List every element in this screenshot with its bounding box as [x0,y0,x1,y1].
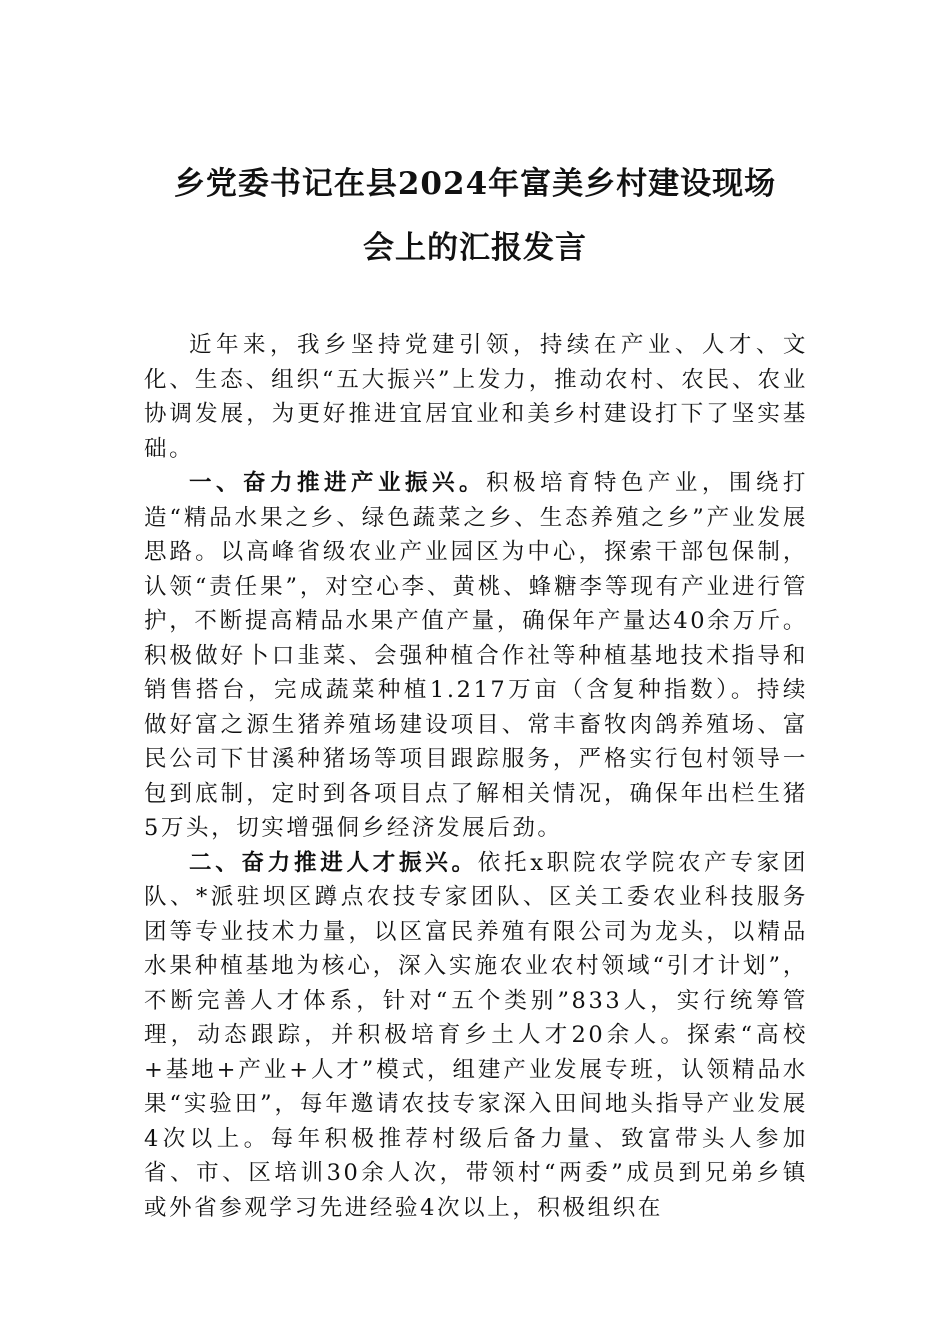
section-2-paragraph [144,846,808,1226]
intro-paragraph: 近年来，我乡坚持党建引领，持续在产业、人才、文化、生态、组织“五大振兴”上发力，推动农村、农民、农业协调发展，为更好推进宜居宜业和美乡村建设打下了坚实基础。 [144,332,808,462]
title-line-1: 乡党委书记在县2024年富美乡村建设现场 [173,166,777,202]
section-2-text: 依托x职院农学院农产专家团队、*派驻坝区蹲点农技专家团队、区关工委农业科技服务团等专业技术力量，以区富民养殖有限公司为龙头，以精品水果种植基地为核心，深入实施农业农村领域“引才计划”，不断完善人才体系，针对“五个类别”833人，实行统筹管理，动态跟踪，并积极培育乡土人才20余人。探索“高校+基地+产业+人才”模式，组建产业发展专班，认领精品水果“实验田”，每年邀请农技专家深入田间地头指导产业发展4次以上。每年积极推荐村级后备力量、致富带头人参加省、市、区培训30余人次，带领村“两委”成员到兄弟乡镇或外省参观学习先进经验4次以上，积极组织在 [144,849,808,1221]
section-2-heading: 二、奋力推进人才振兴。 [189,849,478,876]
section-1-heading: 一、奋力推进产业振兴。 [189,470,486,496]
document-body [144,328,808,1225]
title-line-2: 会上的汇报发言 [363,230,587,266]
document-title [120,152,830,280]
section-1-text: 积极培育特色产业，围绕打造“精品水果之乡、绿色蔬菜之乡、生态养殖之乡”产业发展思路。以高峰省级农业产业园区为中心，探索干部包保制，认领“责任果”，对空心李、黄桃、蜂糖李等现有产业进行管护，不断提高精品水果产值产量，确保年产量达40余万斤。积极做好卜口韭菜、会强种植合作社等种植基地技术指导和销售搭台，完成蔬菜种植1.217万亩（含复种指数）。持续做好富之源生猪养殖场建设项目、常丰畜牧肉鸽养殖场、富民公司下甘溪种猪场等项目跟踪服务，严格实行包村领导一包到底制，定时到各项目点了解相关情况，确保年出栏生猪5万头，切实增强侗乡经济发展后劲。 [144,470,808,841]
section-1-paragraph [144,466,808,846]
